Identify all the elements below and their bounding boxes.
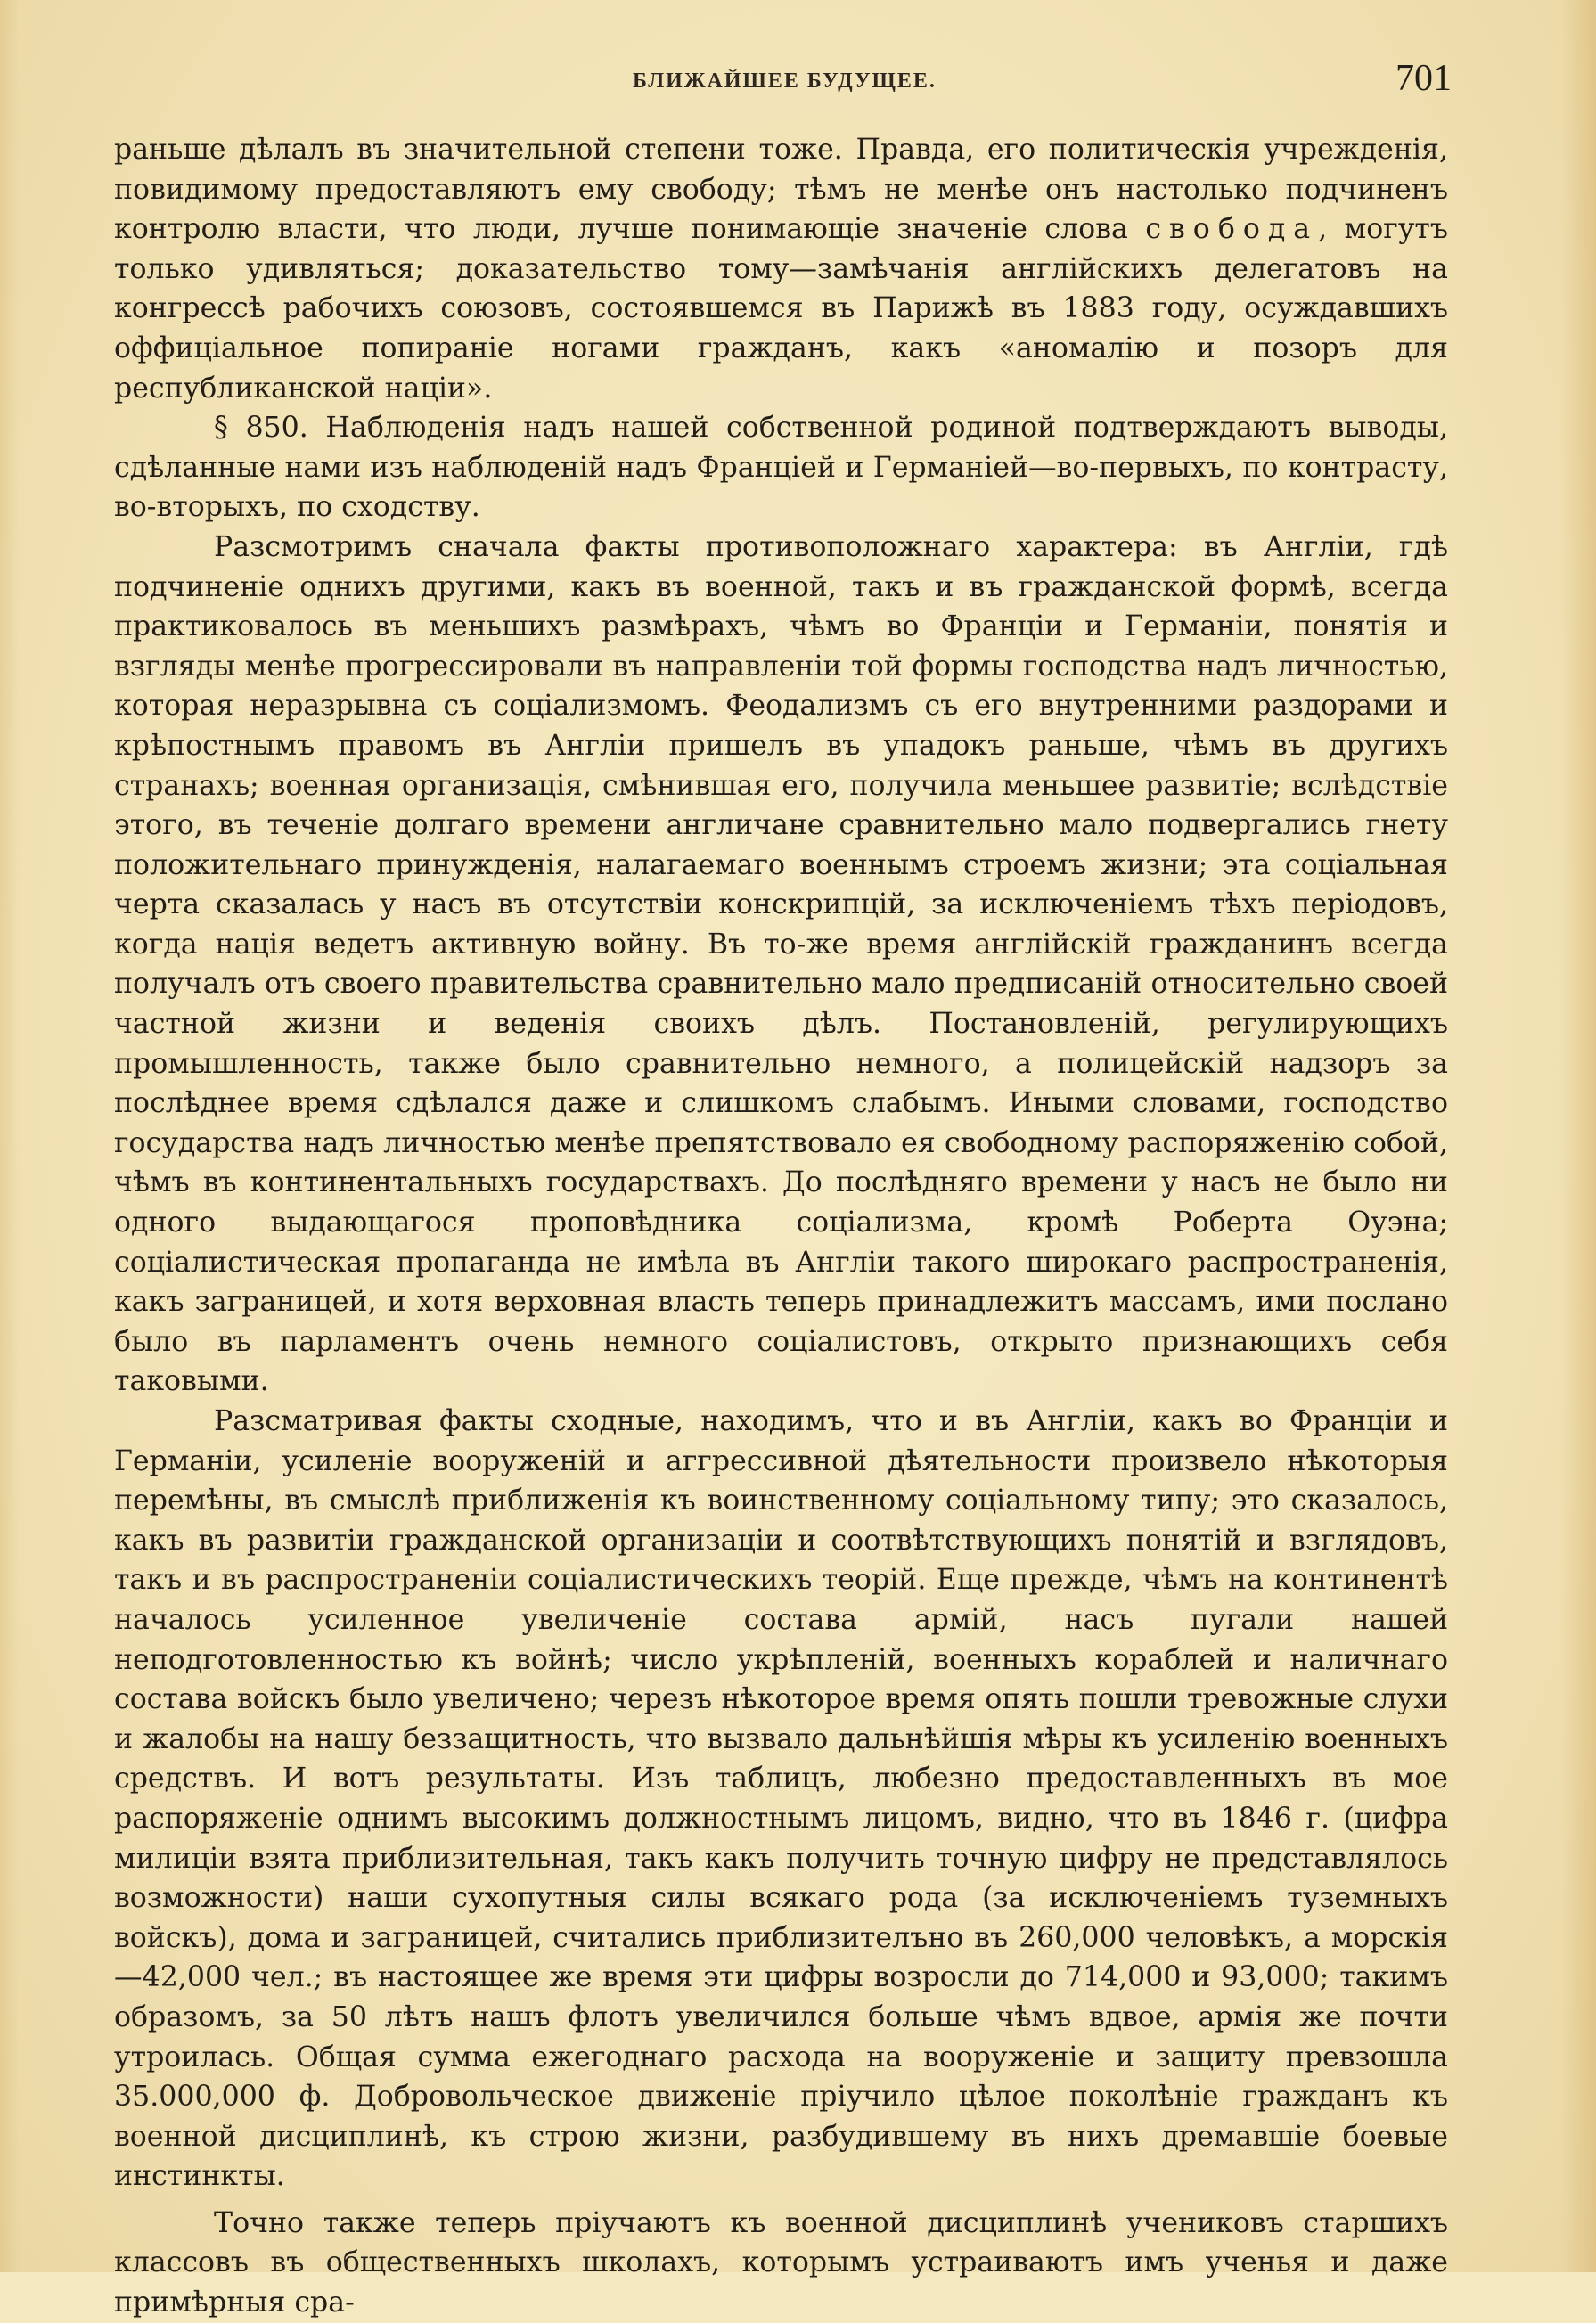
paragraph-section-850: § 850. Наблюденія надъ нашей собственной родиной подтверждаютъ выводы, сдѣланные нами изъ наблюденій надъ Франціей и Германіей—во-первыхъ, по контрасту, во-вторыхъ, по сходству. (114, 412, 1448, 524)
running-head (0, 53, 1596, 107)
paragraph-schools: Точно также теперь пріучаютъ къ военной дисциплинѣ учениковъ старшихъ классовъ въ общественныхъ школахъ, которымъ устраиваютъ имъ ученья и даже примѣрныя сра- (114, 2206, 1448, 2319)
paragraph-contrast: Разсмотримъ сначала факты противоположнаго характера: въ Англіи, гдѣ подчиненіе однихъ другими, какъ въ военной, такъ и въ гражданской формѣ, всегда практиковалось въ меньшихъ размѣрахъ, чѣмъ во Франціи и Германіи, понятія и взгляды менѣе прогрессировали въ направленіи той формы господства надъ личностью, которая неразрывна съ соціализмомъ. Феодализмъ съ его внутренними раздорами и крѣпостнымъ правомъ въ Англіи пришелъ въ упадокъ раньше, чѣмъ въ другихъ странахъ; военная организація, смѣнившая его, получила меньшее развитіе; вслѣдствіе этого, въ теченіе долгаго времени англичане сравнительно мало подвергались гнету положительнаго принужденія, налагаемаго военнымъ строемъ жизни; эта соціальная черта сказалась у насъ въ отсутствіи конскрипцій, за исключеніемъ тѣхъ періодовъ, когда нація ведетъ активную войну. Въ то-же время англійскій гражданинъ всегда получалъ отъ своего правительства сравнительно мало предписаній относительно своей частной жизни и веденія своихъ дѣлъ. Постановленій, регулирующихъ промышленность, также было сравнительно немного, а полицейскій надзоръ за послѣднее время сдѣлался даже и слишкомъ слабымъ. Иными словами, господство государства надъ личностью менѣе препятствовало ея свободному распоряженію собой, чѣмъ въ континентальныхъ государствахъ. До послѣдняго времени у насъ не было ни одного выдающагося проповѣдника соціализма, кромѣ Роберта Оуэна; соціалистическая пропаганда не имѣла въ Англіи такого широкаго распространенія, какъ заграницей, и хотя верховная власть теперь принадлежитъ массамъ, ими послано было въ парламентъ очень немного соціалистовъ, открыто признающихъ себя таковыми. (114, 530, 1448, 1398)
running-title: БЛИЖАЙШЕЕ БУДУЩЕЕ. (633, 70, 937, 93)
paragraph-text: раньше дѣлалъ въ значительной степени тоже. Правда, его политическія учрежденія, повидимому предоставляютъ ему свободу; тѣмъ не менѣе онъ настолько подчиненъ контролю власти, что люди, лучше понимающіе значеніе слова (114, 134, 1448, 246)
paragraph-similarity: Разсматривая факты сходные, находимъ, что и въ Англіи, какъ во Франціи и Германіи, усиленіе вооруженій и аггрессивной дѣятельности произвело нѣкоторыя перемѣны, въ смыслѣ приближенія къ воинственному соціальному типу; это сказалось, какъ въ развитіи гражданской организаціи и соотвѣтствующихъ понятій и взглядовъ, такъ и въ распространеніи соціалистическихъ теорій. Еще прежде, чѣмъ на континентѣ началось усиленное увеличеніе состава армій, насъ пугали нашей неподготовленностью къ войнѣ; число укрѣпленій, военныхъ кораблей и наличнаго состава войскъ было увеличено; черезъ нѣкоторое время опять пошли тревожные слухи и жалобы на нашу беззащитность, что вызвало дальнѣйшія мѣры къ усиленію военныхъ средствъ. И вотъ результаты. Изъ таблицъ, любезно предоставленныхъ въ мое распоряженіе однимъ высокимъ должностнымъ лицомъ, видно, что въ 1846 г. (цифра милиціи взята приблизительная, такъ какъ получить точную цифру не представлялось возможности) наши сухопутныя силы всякаго рода (за исключеніемъ туземныхъ войскъ), дома и заграницей, считались приблизителъно въ 260,000 человѣкъ, а морскія—42,000 чел.; въ настоящее же время эти цифры возросли до 714,000 и 93,000; такимъ образомъ, за 50 лѣтъ нашъ флотъ увеличился больше чѣмъ вдвое, армія же почти утроилась. Общая сумма ежегоднаго расхода на вооруженіе и защиту превзошла 35.000,000 ф. Добровольческое движеніе пріучило цѣлое поколѣніе гражданъ къ военной дисциплинѣ, къ строю жизни, разбудившему въ нихъ дремавшіе боевые инстинкты. (114, 1405, 1448, 2193)
body-text (114, 130, 1448, 2323)
emphasized-word: свобода (1145, 213, 1319, 246)
paragraph-continuation (114, 130, 1448, 408)
paragraph-text: , могутъ только удивляться; доказательство тому—замѣчанія англійскихъ делегатовъ на конгрессѣ рабочихъ союзовъ, состоявшемся въ Парижѣ въ 1883 году, осуждавшихъ оффиціальное попираніе ногами гражданъ, какъ «аномалію и позоръ для республиканской націи». (114, 213, 1448, 405)
page-number: 701 (1395, 58, 1452, 99)
